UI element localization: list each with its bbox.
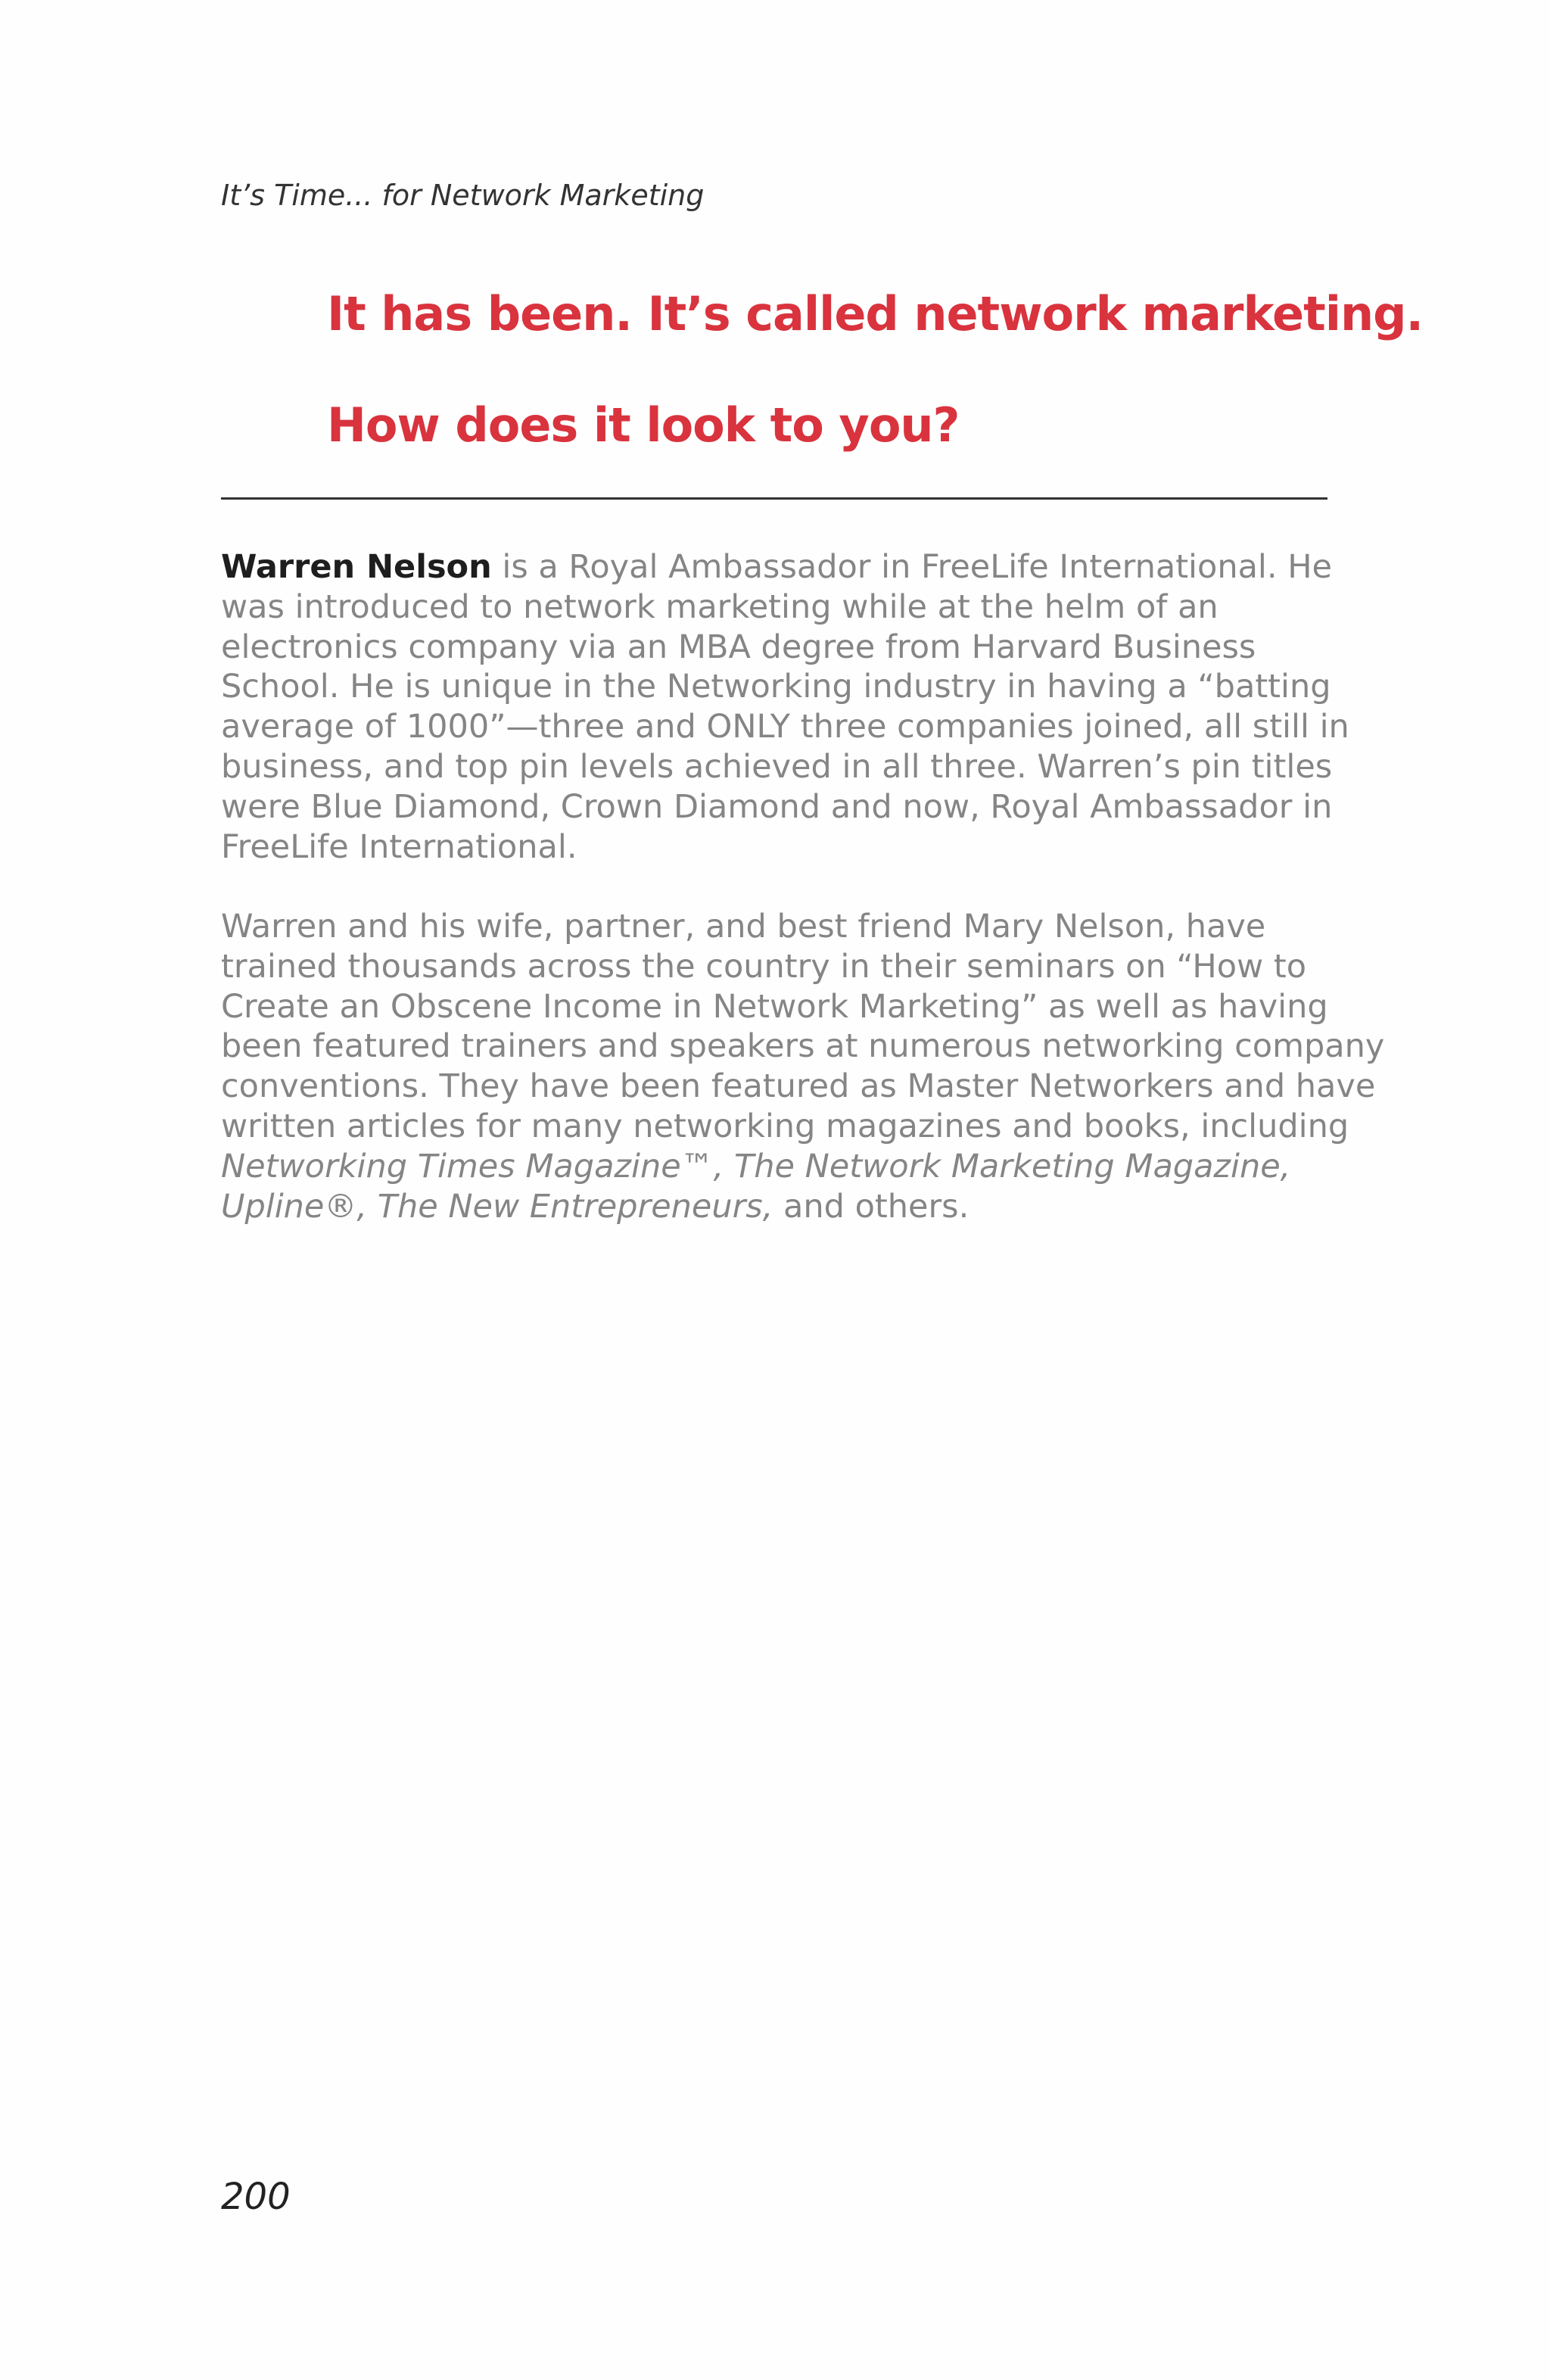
bio-line: business, and top pin levels achieved in all three. Warren’s pin titles — [221, 747, 1333, 786]
headline-line-1: It has been. It’s called network marketing. — [327, 286, 1424, 341]
bio-line: been featured trainers and speakers at numerous networking company — [221, 1027, 1385, 1066]
horizontal-rule — [221, 497, 1327, 500]
bio-line: School. He is unique in the Networking industry in having a “batting — [221, 668, 1331, 706]
bio-line: Create an Obscene Income in Network Marketing” as well as having — [221, 987, 1328, 1026]
bio-line-text: is a Royal Ambassador in FreeLife International. He — [491, 548, 1332, 586]
page-number: 200 — [221, 2176, 291, 2218]
bio-line: average of 1000”—three and ONLY three companies joined, all still in — [221, 708, 1349, 746]
bio-line: was introduced to network marketing while at the helm of an — [221, 587, 1219, 626]
publication-titles: Upline®, The New Entrepreneurs, — [221, 1187, 773, 1226]
bio-line-italic — [221, 1147, 1334, 1187]
bio-line: were Blue Diamond, Crown Diamond and now, Royal Ambassador in — [221, 787, 1333, 826]
headline-line-2: How does it look to you? — [327, 397, 960, 453]
bio-line: trained thousands across the country in their seminars on “How to — [221, 947, 1307, 986]
bio-line: FreeLife International. — [221, 827, 577, 866]
author-name: Warren Nelson — [221, 548, 492, 586]
bio-line: Warren and his wife, partner, and best friend Mary Nelson, have — [221, 908, 1266, 945]
bio-line: electronics company via an MBA degree from Harvard Business — [221, 628, 1256, 666]
running-head: It’s Time... for Network Marketing — [221, 179, 705, 212]
publication-titles: Networking Times Magazine™, The Network Marketing Magazine, — [221, 1147, 1291, 1185]
bio-line — [221, 547, 1334, 587]
bio-paragraph-2 — [221, 907, 1385, 1226]
bio-line: conventions. They have been featured as Master Networkers and have — [221, 1067, 1376, 1106]
bio-line — [221, 1187, 1334, 1227]
bio-paragraph-1 — [221, 547, 1349, 867]
bio-line-text: and others. — [773, 1187, 970, 1226]
bio-line: written articles for many networking magazines and books, including — [221, 1107, 1349, 1145]
